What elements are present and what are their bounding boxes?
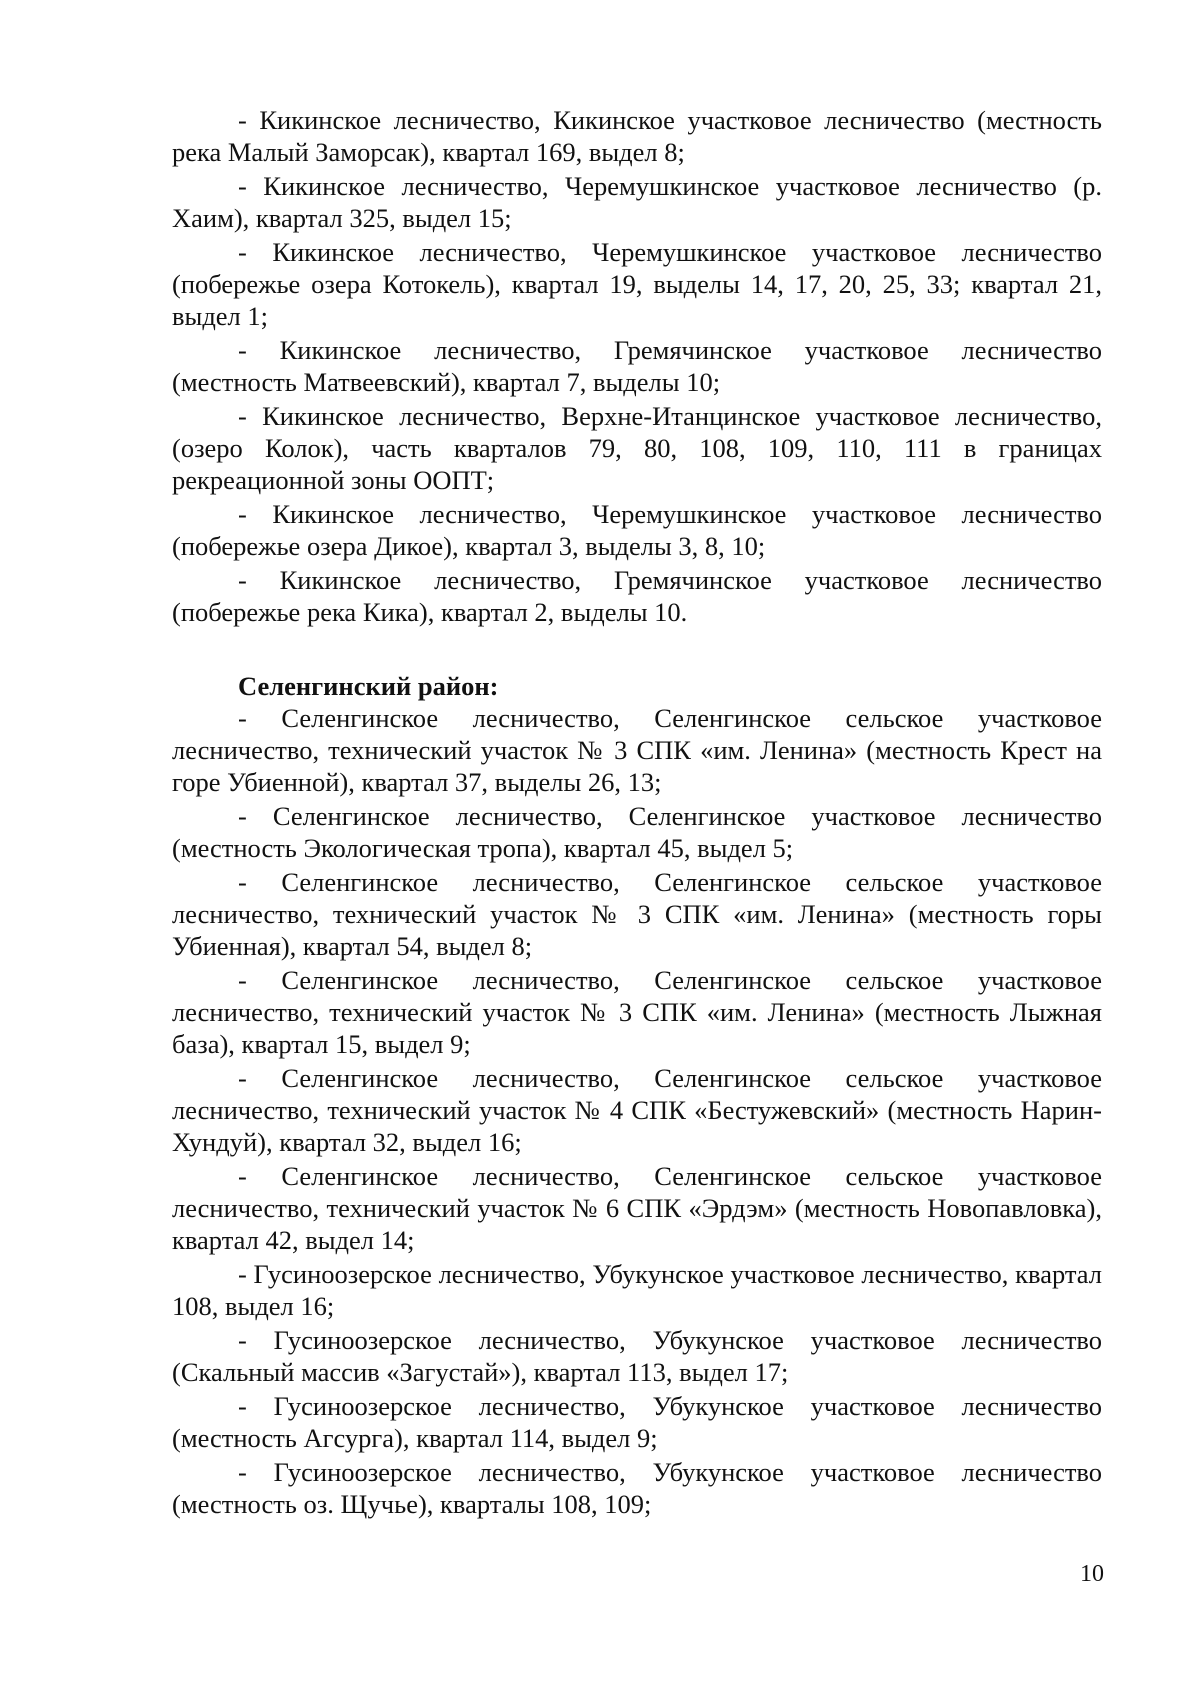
list-item: - Гусиноозерское лесничество, Убукунское участковое лесничество (местность оз. Щучье), кварталы 108, 109; — [172, 1457, 1102, 1519]
list-item: - Гусиноозерское лесничество, Убукунское участковое лесничество (местность Агсурга), квартал 114, выдел 9; — [172, 1391, 1102, 1453]
list-item: - Селенгинское лесничество, Селенгинское сельское участковое лесничество, технический участок № 3 СПК «им. Ленина» (местность горы Убиенная), квартал 54, выдел 8; — [172, 867, 1102, 961]
list-item: - Селенгинское лесничество, Селенгинское сельское участковое лесничество, технический участок № 3 СПК «им. Ленина» (местность Крест на горе Убиенной), квартал 37, выделы 26, 13; — [172, 703, 1102, 797]
list-item: - Кикинское лесничество, Кикинское участковое лесничество (местность река Малый Заморсак), квартал 169, выдел 8; — [172, 105, 1102, 167]
list-item: - Кикинское лесничество, Гремячинское участковое лесничество (побережье река Кика), квартал 2, выделы 10. — [172, 565, 1102, 627]
document-page — [172, 104, 1102, 1522]
list-item: - Гусиноозерское лесничество, Убукунское участковое лесничество (Скальный массив «Загустай»), квартал 113, выдел 17; — [172, 1325, 1102, 1387]
kikinsk-list — [172, 104, 1102, 628]
section-heading-selenginsk: Селенгинский район: — [238, 671, 499, 701]
list-item: - Селенгинское лесничество, Селенгинское сельское участковое лесничество, технический участок № 4 СПК «Бестужевский» (местность Нарин-Хундуй), квартал 32, выдел 16; — [172, 1063, 1102, 1157]
list-item: - Селенгинское лесничество, Селенгинское сельское участковое лесничество, технический участок № 3 СПК «им. Ленина» (местность Лыжная база), квартал 15, выдел 9; — [172, 965, 1102, 1059]
list-item: - Селенгинское лесничество, Селенгинское участковое лесничество (местность Экологическая тропа), квартал 45, выдел 5; — [172, 801, 1102, 863]
list-item: - Селенгинское лесничество, Селенгинское сельское участковое лесничество, технический участок № 6 СПК «Эрдэм» (местность Новопавловка), квартал 42, выдел 14; — [172, 1161, 1102, 1255]
list-item: - Гусиноозерское лесничество, Убукунское участковое лесничество, квартал 108, выдел 16; — [172, 1259, 1102, 1321]
list-item: - Кикинское лесничество, Черемушкинское участковое лесничество (побережье озера Котокель), квартал 19, выделы 14, 17, 20, 25, 33; квартал 21, выдел 1; — [172, 237, 1102, 331]
page-number: 10 — [1080, 1561, 1104, 1587]
selenginsk-list — [172, 702, 1102, 1520]
list-item: - Кикинское лесничество, Черемушкинское участковое лесничество (побережье озера Дикое), квартал 3, выделы 3, 8, 10; — [172, 499, 1102, 561]
list-item: - Кикинское лесничество, Гремячинское участковое лесничество (местность Матвеевский), квартал 7, выделы 10; — [172, 335, 1102, 397]
list-item: - Кикинское лесничество, Верхне-Итанцинское участковое лесничество, (озеро Колок), часть кварталов 79, 80, 108, 109, 110, 111 в границах рекреационной зоны ООПТ; — [172, 401, 1102, 495]
list-item: - Кикинское лесничество, Черемушкинское участковое лесничество (р. Хаим), квартал 325, выдел 15; — [172, 171, 1102, 233]
